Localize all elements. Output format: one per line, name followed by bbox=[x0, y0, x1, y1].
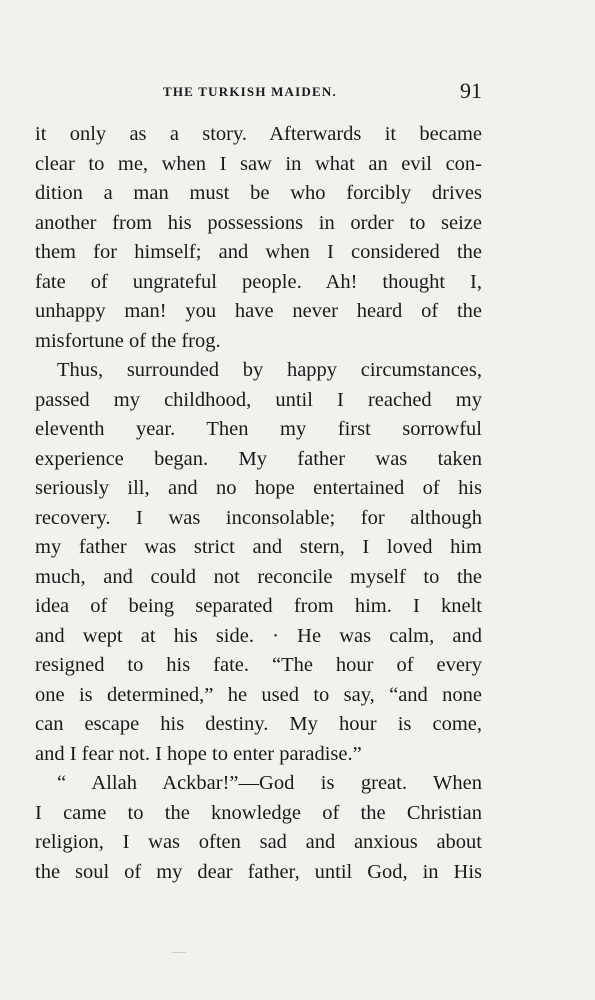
text-line: and I fear not. I hope to enter paradise.” bbox=[35, 742, 362, 765]
running-head bbox=[35, 78, 482, 104]
text-line: one is determined,” he used to say, “and none bbox=[35, 683, 482, 706]
body-text bbox=[35, 120, 482, 887]
text-line: clear to me, when I saw in what an evil con- bbox=[35, 152, 482, 175]
text-line: Thus, surrounded by happy circumstances, bbox=[57, 359, 482, 381]
text-line: the soul of my dear father, until God, in His bbox=[35, 860, 482, 883]
text-line: another from his possessions in order to seize bbox=[35, 211, 482, 234]
text-line: eleventh year. Then my first sorrowful bbox=[35, 418, 482, 440]
text-line: experience began. My father was taken bbox=[35, 447, 482, 470]
running-title: THE TURKISH MAIDEN. bbox=[163, 84, 337, 99]
text-line: religion, I was often sad and anxious about bbox=[35, 831, 482, 853]
text-line: resigned to his fate. “The hour of every bbox=[35, 654, 482, 676]
text-line: it only as a story. Afterwards it became bbox=[35, 123, 482, 145]
text-line: much, and could not reconcile myself to the bbox=[35, 565, 482, 588]
text-line: recovery. I was inconsolable; for although bbox=[35, 506, 482, 529]
text-line: them for himself; and when I considered the bbox=[35, 241, 482, 263]
text-line: misfortune of the frog. bbox=[35, 329, 221, 352]
text-line: “ Allah Ackbar!”—God is great. When bbox=[57, 772, 482, 794]
text-line: can escape his destiny. My hour is come, bbox=[35, 713, 482, 735]
page-mark bbox=[172, 952, 186, 955]
text-line: seriously ill, and no hope entertained of his bbox=[35, 477, 482, 499]
text-line: dition a man must be who forcibly drives bbox=[35, 182, 482, 204]
text-line: unhappy man! you have never heard of the bbox=[35, 300, 482, 322]
page-number: 91 bbox=[460, 78, 482, 103]
text-line: my father was strict and stern, I loved him bbox=[35, 536, 482, 558]
text-line: and wept at his side. · He was calm, and bbox=[35, 624, 482, 647]
text-line: passed my childhood, until I reached my bbox=[35, 388, 482, 411]
text-line: I came to the knowledge of the Christian bbox=[35, 801, 482, 824]
text-line: idea of being separated from him. I knelt bbox=[35, 595, 482, 617]
text-line: fate of ungrateful people. Ah! thought I, bbox=[35, 270, 482, 293]
